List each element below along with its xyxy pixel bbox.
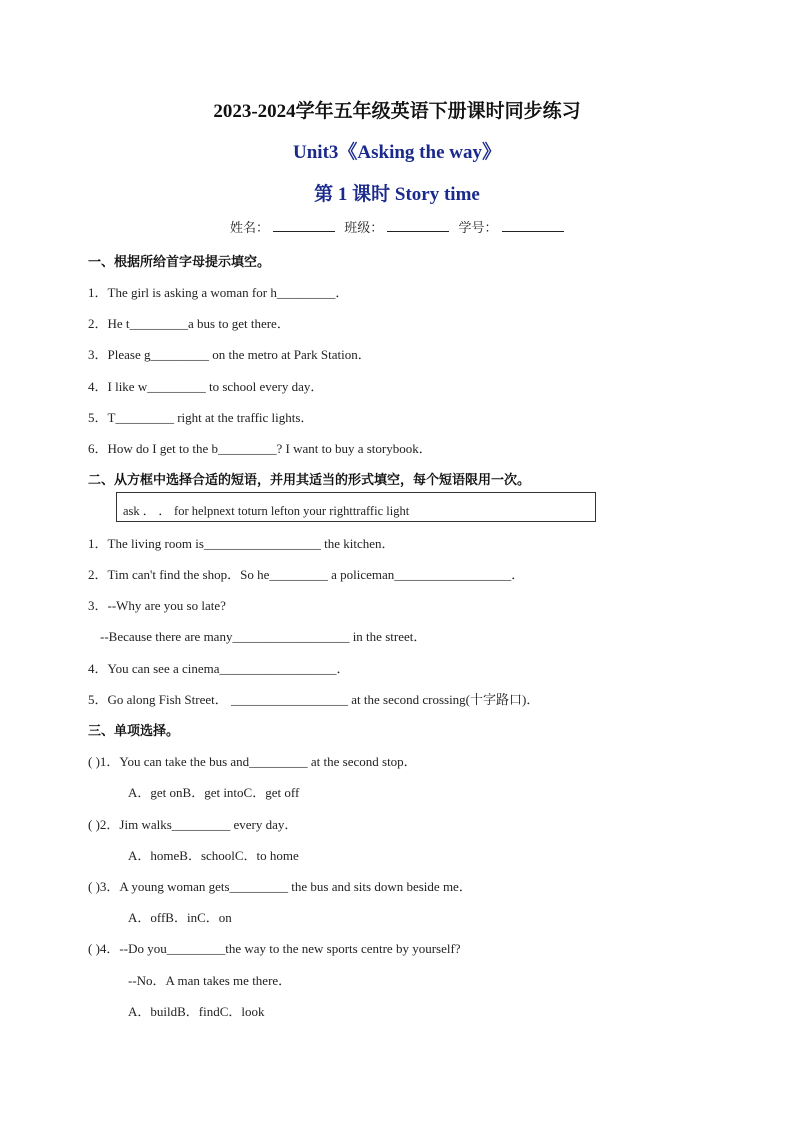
class-blank[interactable] xyxy=(387,219,449,232)
number-blank[interactable] xyxy=(502,219,564,232)
number-label: 学号： xyxy=(458,220,498,235)
question-stem: ( )1．You can take the bus and_________ at the second stop． xyxy=(88,754,417,769)
question-stem: ( )2．Jim walks_________ every day． xyxy=(88,817,298,832)
section1-item: 6．How do I get to the b_________? I want to buy a storybook． xyxy=(88,441,432,456)
section1-heading: 一、根据所给首字母提示填空。 xyxy=(88,254,271,269)
name-blank[interactable] xyxy=(273,219,335,232)
section2-item: 5．Go along Fish Street． __________________ at the second crossing(十字路口)． xyxy=(88,692,540,707)
question-reply: --No．A man takes me there． xyxy=(128,973,292,988)
student-info-row xyxy=(230,217,570,236)
name-label: 姓名： xyxy=(230,220,270,235)
class-label: 班级： xyxy=(344,220,384,235)
question-options: A．offB．inC．on xyxy=(128,910,232,925)
section2-item: 2．Tim can't find the shop．So he_________ a policeman__________________． xyxy=(88,567,525,582)
question-stem: ( )3．A young woman gets_________ the bus and sits down beside me． xyxy=(88,879,472,894)
phrase-box-text: ask ． ． for helpnext toturn lefton your righttraffic light xyxy=(123,504,410,518)
question-options: A．homeB．schoolC．to home xyxy=(128,848,299,863)
section2-item: 4．You can see a cinema__________________． xyxy=(88,661,350,676)
section1-item: 1．The girl is asking a woman for h_________． xyxy=(88,285,349,300)
section2-item: 1．The living room is__________________ the kitchen． xyxy=(88,536,395,551)
section1-item: 2．He t_________a bus to get there． xyxy=(88,316,290,331)
question-options: A．buildB．findC．look xyxy=(128,1004,265,1019)
question-stem: ( )4．--Do you_________the way to the new sports centre by yourself? xyxy=(88,941,461,956)
section1-item: 4．I like w_________ to school every day． xyxy=(88,379,324,394)
lesson-title: 第 1 课时 Story time xyxy=(314,184,480,205)
section3-heading: 三、单项选择。 xyxy=(88,723,180,738)
section2-item: 3．--Why are you so late? xyxy=(88,598,226,613)
section1-item: 3．Please g_________ on the metro at Park Station． xyxy=(88,347,371,362)
section1-item: 5．T_________ right at the traffic lights． xyxy=(88,410,314,425)
section2-item: --Because there are many__________________ in the street． xyxy=(100,629,427,644)
phrase-box xyxy=(116,492,596,522)
section2-heading: 二、从方框中选择合适的短语，并用其适当的形式填空，每个短语限用一次。 xyxy=(88,472,531,487)
unit-title: Unit3《Asking the way》 xyxy=(293,142,501,163)
question-options: A．get onB．get intoC．get off xyxy=(128,785,300,800)
worksheet-title: 2023-2024学年五年级英语下册课时同步练习 xyxy=(213,101,581,122)
